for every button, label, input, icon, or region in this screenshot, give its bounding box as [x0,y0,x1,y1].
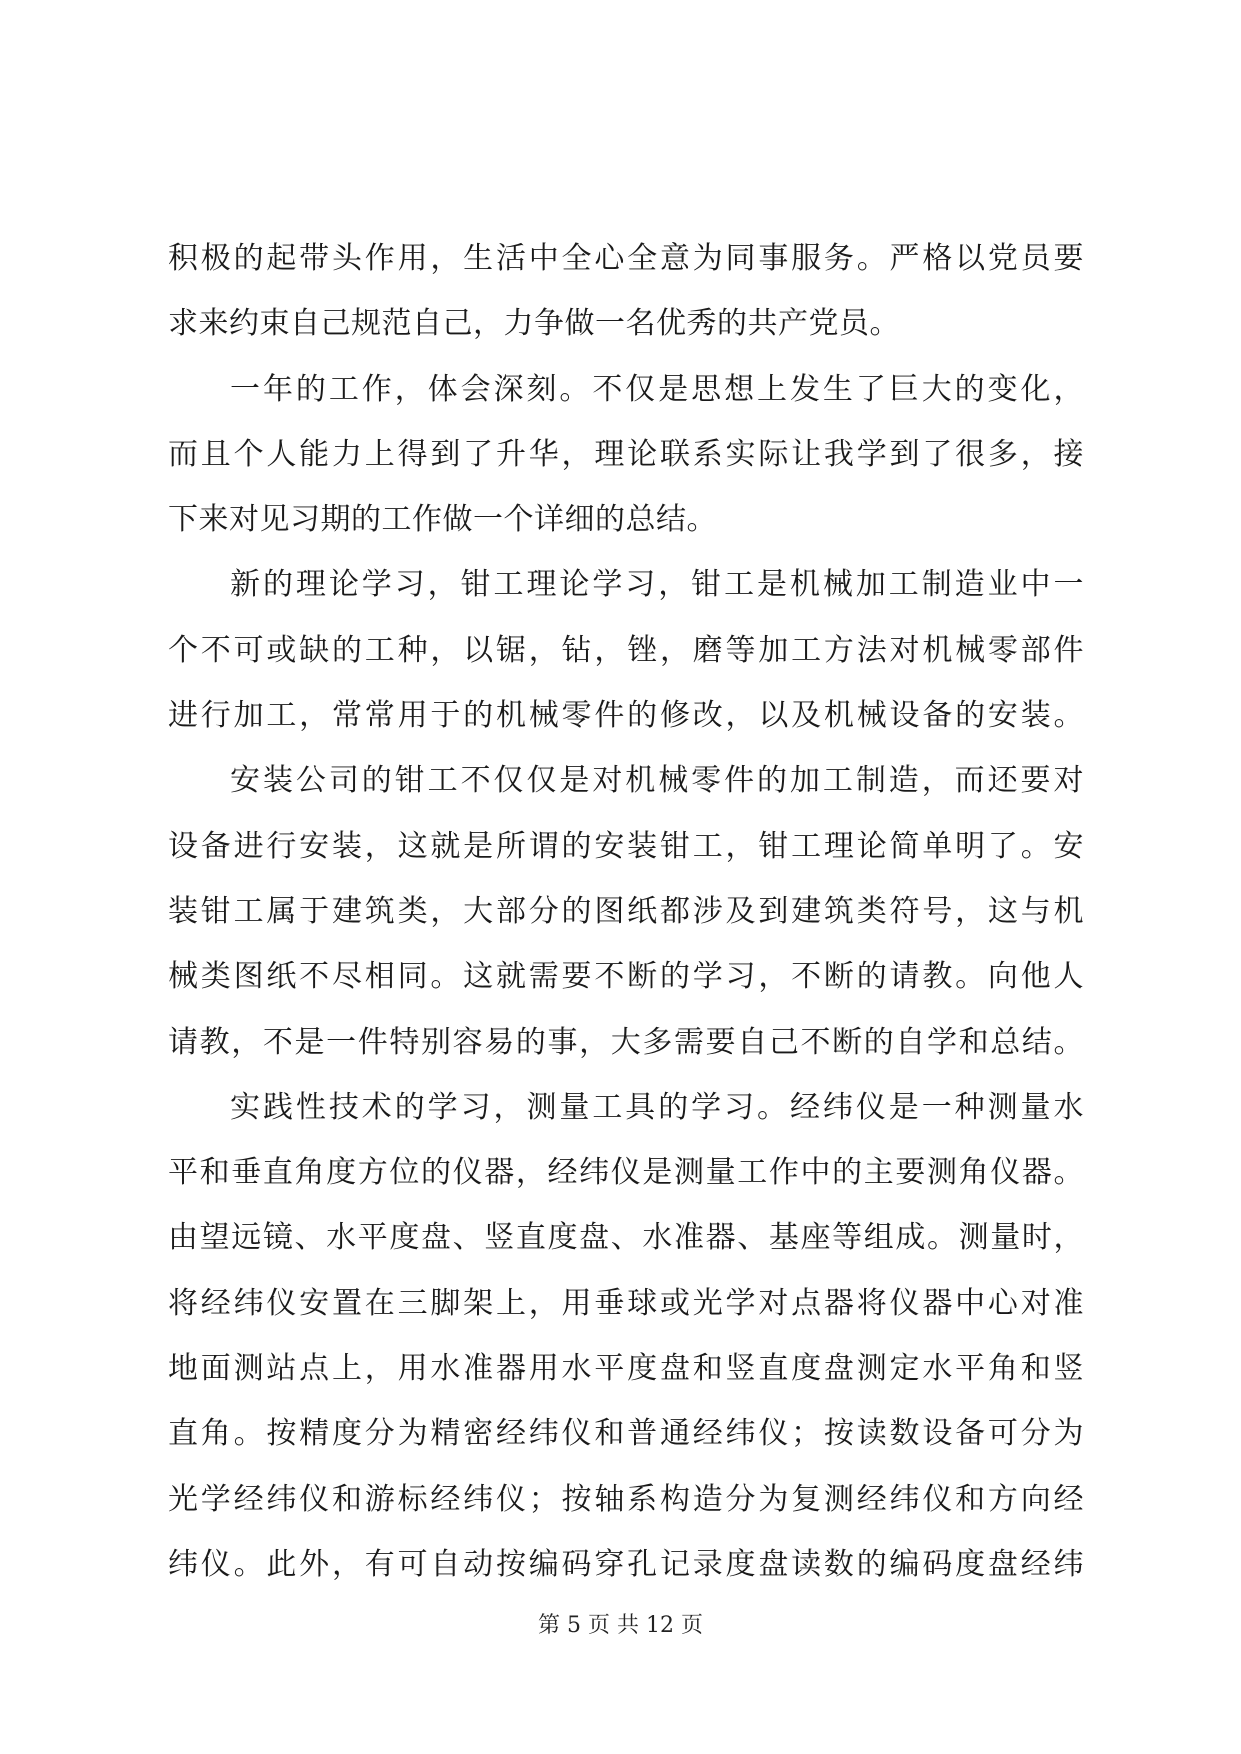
text-line-10: 设备进行安装，这就是所谓的安装钳工，钳工理论简单明了。安 [168,828,1084,864]
text-line-20: 光学经纬仪和游标经纬仪；按轴系构造分为复测经纬仪和方向经 [168,1481,1084,1517]
text-line-14: 实践性技术的学习，测量工具的学习。经纬仪是一种测量水 [230,1089,1084,1125]
text-line-1: 积极的起带头作用，生活中全心全意为同事服务。严格以党员要 [168,241,1084,276]
text-line-6: 新的理论学习，钳工理论学习，钳工是机械加工制造业中一 [230,567,1084,603]
text-line-17: 将经纬仪安置在三脚架上，用垂球或光学对点器将仪器中心对准 [168,1285,1084,1321]
text-line-4: 而且个人能力上得到了升华，理论联系实际让我学到了很多，接 [168,436,1084,472]
text-line-11: 装钳工属于建筑类，大部分的图纸都涉及到建筑类符号，这与机 [168,893,1084,929]
text-line-15: 平和垂直角度方位的仪器，经纬仪是测量工作中的主要测角仪器。 [168,1155,1084,1191]
text-line-5: 下来对见习期的工作做一个详细的总结。 [168,502,717,538]
text-line-3: 一年的工作，体会深刻。不仅是思想上发生了巨大的变化， [230,371,1084,407]
text-line-2: 求来约束自己规范自己，力争做一名优秀的共产党员。 [168,306,900,342]
text-line-21: 纬仪。此外，有可自动按编码穿孔记录度盘读数的编码度盘经纬 [168,1546,1084,1582]
body-text [168,226,1084,1597]
text-line-19: 直角。按精度分为精密经纬仪和普通经纬仪；按读数设备可分为 [168,1416,1084,1452]
text-line-13: 请教，不是一件特别容易的事，大多需要自己不断的自学和总结。 [168,1024,1084,1060]
text-line-12: 械类图纸不尽相同。这就需要不断的学习，不断的请教。向他人 [168,959,1084,995]
text-line-8: 进行加工，常常用于的机械零件的修改，以及机械设备的安装。 [168,698,1084,734]
text-line-9: 安装公司的钳工不仅仅是对机械零件的加工制造，而还要对 [230,763,1084,799]
text-line-18: 地面测站点上，用水准器用水平度盘和竖直度盘测定水平角和竖 [168,1351,1084,1387]
text-line-16: 由望远镜、水平度盘、竖直度盘、水准器、基座等组成。测量时， [168,1220,1084,1256]
page-footer: 第 5 页 共 12 页 [538,1613,703,1638]
text-line-7: 个不可或缺的工种，以锯，钻，锉，磨等加工方法对机械零部件 [168,632,1084,668]
